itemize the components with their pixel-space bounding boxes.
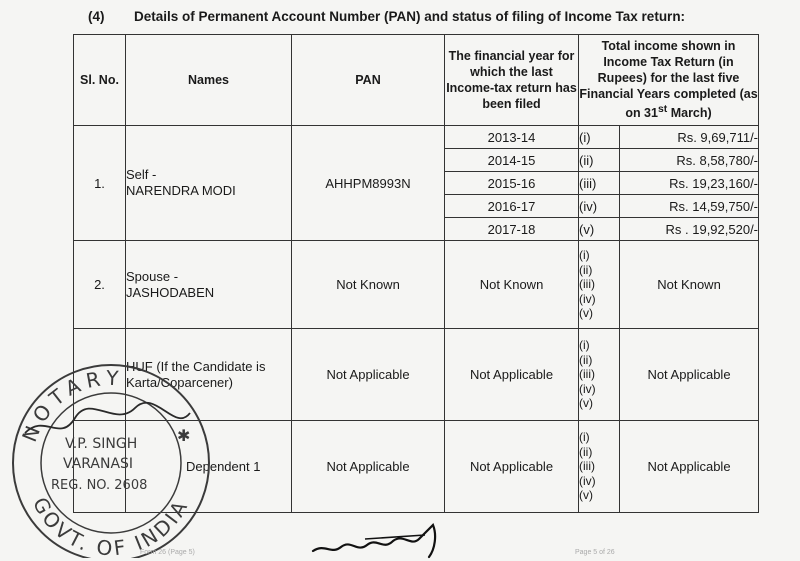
header-financial-year: The financial year for which the last Income-tax return has been filed	[445, 35, 579, 126]
row1-roman-2: (ii)	[579, 149, 620, 172]
header-income-sup: st	[657, 104, 668, 116]
row3-name-line2: Karta/Coparcener)	[126, 374, 233, 390]
header-total-income	[579, 35, 759, 126]
row1-year-3: 2015-16	[445, 172, 579, 195]
row4-fy: Not Applicable	[445, 421, 579, 513]
row3-pan: Not Applicable	[292, 329, 445, 421]
row1-amount-4: Rs. 14,59,750/-	[620, 195, 759, 218]
signature	[305, 515, 455, 559]
row1-roman-3: (iii)	[579, 172, 620, 195]
section-title: Details of Permanent Account Number (PAN) and status of filing of Income Tax return:	[134, 9, 686, 24]
row2-name	[126, 241, 292, 329]
row3-roman-1: (i)	[579, 338, 590, 353]
stamp-line3: REG. NO. 2608	[51, 478, 148, 493]
row2-name-line2: JASHODABEN	[126, 284, 215, 300]
row1-year-4: 2016-17	[445, 195, 579, 218]
stamp-bottom-text: GOVT. OF INDIA	[28, 493, 194, 558]
row1-roman-4: (iv)	[579, 195, 620, 218]
row4-roman-3: (iii)	[579, 459, 595, 474]
header-sl: Sl. No.	[74, 35, 126, 126]
row4-roman-2: (ii)	[579, 444, 593, 459]
row1-name	[126, 126, 292, 241]
table-row-self-1	[74, 126, 759, 149]
row4-name	[126, 421, 292, 513]
header-names: Names	[126, 35, 292, 126]
header-pan: PAN	[292, 35, 445, 126]
row1-amount-3: Rs. 19,23,160/-	[620, 172, 759, 195]
row3-name	[126, 329, 292, 421]
pan-table	[73, 34, 759, 513]
row3-roman-3: (iii)	[579, 367, 595, 382]
footer-right: Page 5 of 26	[575, 549, 615, 556]
row4-sl	[74, 421, 126, 513]
row2-fy: Not Known	[445, 241, 579, 329]
row1-amount-2: Rs. 8,58,780/-	[620, 149, 759, 172]
row2-romans	[579, 241, 620, 329]
section-heading	[88, 9, 685, 24]
row1-year-2: 2014-15	[445, 149, 579, 172]
row3-roman-4: (iv)	[579, 381, 596, 396]
row3-romans	[579, 329, 620, 421]
table-row-huf	[74, 329, 759, 421]
row2-name-line1: Spouse -	[126, 268, 179, 284]
table-header-row	[74, 35, 759, 126]
row3-income: Not Applicable	[620, 329, 759, 421]
row2-roman-1: (i)	[579, 248, 590, 263]
header-income-suffix: March)	[667, 106, 712, 121]
row4-roman-1: (i)	[579, 430, 590, 445]
row2-roman-4: (iv)	[579, 291, 596, 306]
row3-name-line1: HUF (If the Candidate is	[126, 358, 266, 374]
row2-sl: 2.	[74, 241, 126, 329]
stamp-star-icon: ✱	[177, 428, 191, 445]
table-row-spouse	[74, 241, 759, 329]
header-income-prefix: Total income shown in Income Tax Return (in Rupees) for the last five Financial Years completed (as on 31	[579, 39, 758, 121]
row4-romans	[579, 421, 620, 513]
row4-roman-4: (iv)	[579, 473, 596, 488]
row1-name-line1: Self -	[126, 167, 157, 182]
row3-fy: Not Applicable	[445, 329, 579, 421]
section-number: (4)	[88, 9, 105, 24]
row1-name-line2: NARENDRA MODI	[126, 183, 236, 198]
row2-roman-3: (iii)	[579, 277, 595, 292]
row1-roman-5: (v)	[579, 218, 620, 241]
stamp-top-text: NOTARY	[17, 365, 126, 446]
row1-amount-5: Rs . 19,92,520/-	[620, 218, 759, 241]
row4-roman-5: (v)	[579, 488, 593, 503]
row1-pan: AHHPM8993N	[292, 126, 445, 241]
row4-pan: Not Applicable	[292, 421, 445, 513]
row3-roman-2: (ii)	[579, 352, 593, 367]
row2-pan: Not Known	[292, 241, 445, 329]
row3-sl	[74, 329, 126, 421]
row1-amount-1: Rs. 9,69,711/-	[620, 126, 759, 149]
row1-year-5: 2017-18	[445, 218, 579, 241]
stamp-line1: V.P. SINGH	[65, 436, 138, 452]
row2-roman-2: (ii)	[579, 262, 593, 277]
row2-income: Not Known	[620, 241, 759, 329]
footer-left: Form 26 (Page 5)	[140, 549, 195, 556]
stamp-line2: VARANASI	[63, 456, 134, 472]
row1-sl: 1.	[74, 126, 126, 241]
row4-name-line1: Dependent 1	[186, 458, 261, 474]
row1-year-1: 2013-14	[445, 126, 579, 149]
row3-roman-5: (v)	[579, 396, 593, 411]
row4-income: Not Applicable	[620, 421, 759, 513]
row2-roman-5: (v)	[579, 306, 593, 321]
table-row-dependent	[74, 421, 759, 513]
row1-roman-1: (i)	[579, 126, 620, 149]
